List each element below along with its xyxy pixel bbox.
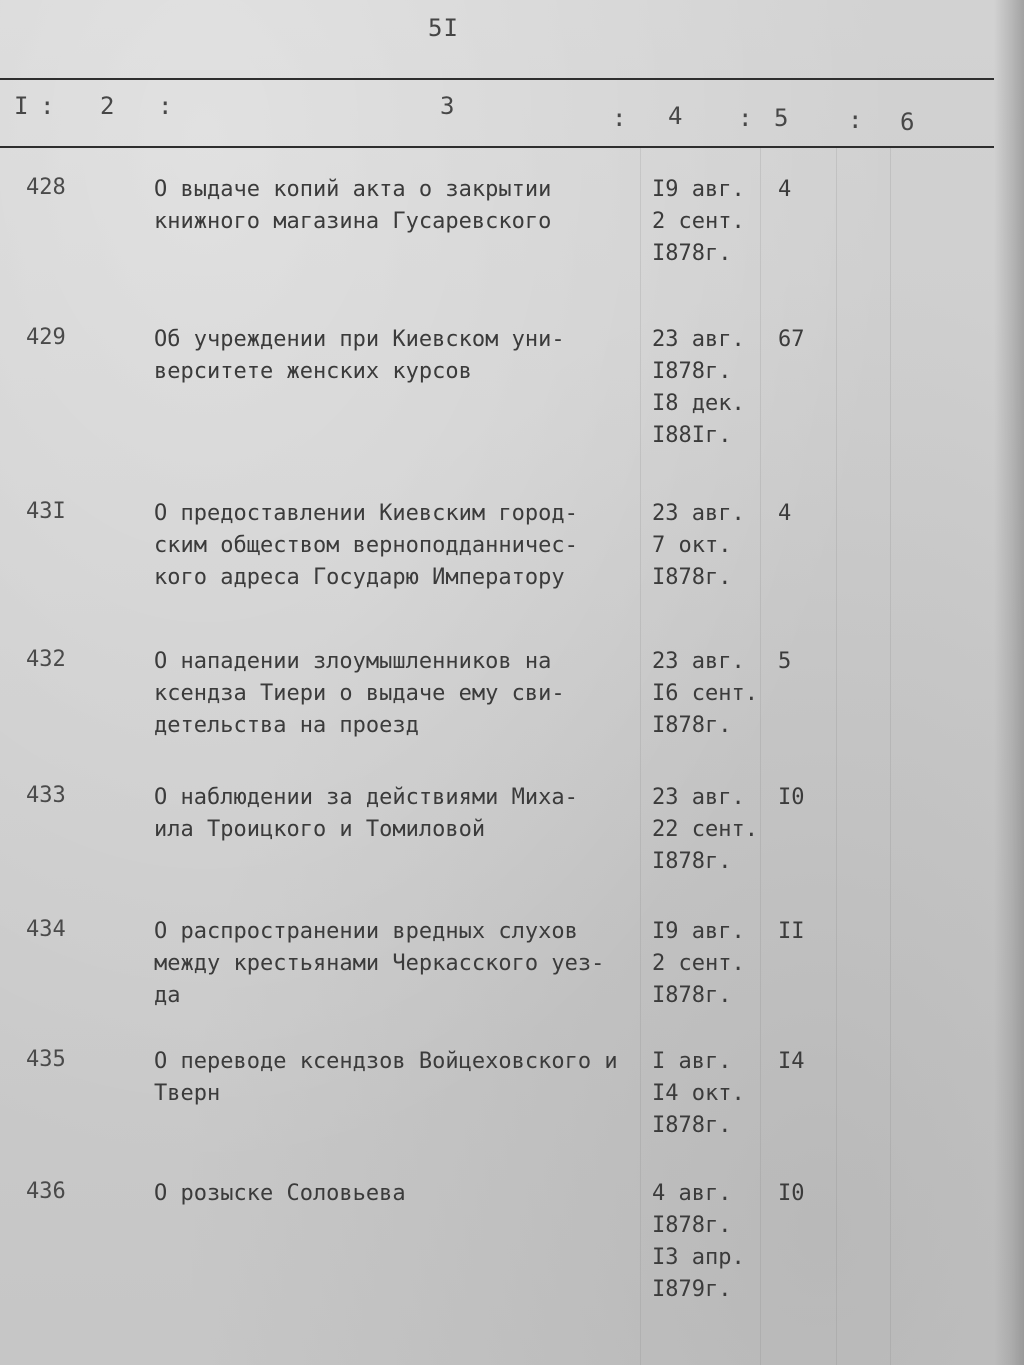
column-separator-5: : <box>848 106 863 134</box>
entry-number: 429 <box>26 325 66 350</box>
entry-date-line: 23 авг. <box>652 649 745 674</box>
entry-date-line: I878г. <box>652 713 732 738</box>
header-bottom-rule <box>0 146 994 148</box>
entry-title-line: О розыске Соловьева <box>154 1181 406 1206</box>
column-header-6: 6 <box>900 108 915 136</box>
entry-title-line: О выдаче копий акта о закрытии <box>154 177 552 202</box>
entry-sheet-count: I4 <box>778 1049 805 1074</box>
entry-date-line: I878г. <box>652 1113 732 1138</box>
column-header-1: I <box>14 92 29 120</box>
entry-title-line: между крестьянами Черкасского уез- <box>154 951 605 976</box>
column-header-3: 3 <box>440 92 455 120</box>
entry-date-line: I878г. <box>652 241 732 266</box>
entry-sheet-count: II <box>778 919 805 944</box>
column-separator-4: : <box>738 104 753 132</box>
entry-number: 432 <box>26 647 66 672</box>
entry-date-line: I878г. <box>652 1213 732 1238</box>
entry-sheet-count: 5 <box>778 649 792 674</box>
entry-date-line: 7 окт. <box>652 533 732 558</box>
entry-dates <box>652 1046 772 1142</box>
entry-date-line: I878г. <box>652 849 732 874</box>
entry-date-line: 4 авг. <box>652 1181 732 1206</box>
entry-date-line: I879г. <box>652 1277 732 1302</box>
entry-date-line: 23 авг. <box>652 327 745 352</box>
entry-sheet-count: 4 <box>778 501 792 526</box>
entry-number: 434 <box>26 917 66 942</box>
entry-date-line: I9 авг. <box>652 919 745 944</box>
column-header-row <box>0 92 994 136</box>
entry-dates <box>652 1178 772 1306</box>
entry-date-line: I878г. <box>652 565 732 590</box>
entry-date-line: I3 апр. <box>652 1245 745 1270</box>
column-header-4: 4 <box>668 102 683 130</box>
entry-sheet-count: 4 <box>778 177 792 202</box>
entry-title <box>154 916 644 1012</box>
page-number: 5I <box>428 14 459 42</box>
entry-date-line: I88Iг. <box>652 423 732 448</box>
entry-date-line: 23 авг. <box>652 785 745 810</box>
entry-title-line: О переводе ксендзов Войцеховского и <box>154 1049 618 1074</box>
column-header-2: 2 <box>100 92 115 120</box>
entry-title-line: О распространении вредных слухов <box>154 919 578 944</box>
entry-number: 436 <box>26 1179 66 1204</box>
entry-title-line: О нападении злоумышленников на <box>154 649 552 674</box>
entry-title <box>154 324 644 388</box>
entry-dates <box>652 498 772 594</box>
column-separator-1: : <box>40 92 55 120</box>
entry-sheet-count: 67 <box>778 327 805 352</box>
entry-title-line: О наблюдении за действиями Миха- <box>154 785 578 810</box>
entry-title-line: ксендза Тиери о выдаче ему сви- <box>154 681 565 706</box>
entry-title-line: детельства на проезд <box>154 713 419 738</box>
entry-date-line: I8 дек. <box>652 391 745 416</box>
entry-number: 428 <box>26 175 66 200</box>
entry-title <box>154 1178 644 1210</box>
entry-dates <box>652 324 772 452</box>
entry-dates <box>652 916 772 1012</box>
header-top-rule <box>0 78 994 80</box>
entry-number: 43I <box>26 499 66 524</box>
entry-date-line: I6 сент. <box>652 681 758 706</box>
entry-sheet-count: I0 <box>778 785 805 810</box>
entry-number: 435 <box>26 1047 66 1072</box>
entry-date-line: I878г. <box>652 983 732 1008</box>
entry-title-line: ила Троицкого и Томиловой <box>154 817 486 842</box>
entry-title-line: О предоставлении Киевским город- <box>154 501 578 526</box>
entry-date-line: 22 сент. <box>652 817 758 842</box>
entry-date-line: 2 сент. <box>652 951 745 976</box>
entry-dates <box>652 174 772 270</box>
entry-date-line: I878г. <box>652 359 732 384</box>
faint-column-line <box>890 148 891 1365</box>
entry-title-line: кого адреса Государю Императору <box>154 565 565 590</box>
entry-title-line: Тверн <box>154 1081 221 1106</box>
column-separator-3: : <box>612 104 627 132</box>
entry-date-line: I9 авг. <box>652 177 745 202</box>
entry-title <box>154 1046 644 1110</box>
entry-title-line: ским обществом верноподданничес- <box>154 533 578 558</box>
entry-sheet-count: I0 <box>778 1181 805 1206</box>
entry-title-line: книжного магазина Гусаревского <box>154 209 552 234</box>
entry-number: 433 <box>26 783 66 808</box>
entry-dates <box>652 782 772 878</box>
entry-date-line: I авг. <box>652 1049 732 1074</box>
entry-title <box>154 782 644 846</box>
entry-title <box>154 174 644 238</box>
entry-title-line: верситете женских курсов <box>154 359 472 384</box>
entry-date-line: I4 окт. <box>652 1081 745 1106</box>
column-separator-2: : <box>158 92 173 120</box>
entry-title <box>154 646 644 742</box>
page-edge-shadow <box>994 0 1024 1365</box>
column-header-5: 5 <box>774 104 789 132</box>
entry-title <box>154 498 644 594</box>
entry-title-line: да <box>154 983 181 1008</box>
entry-dates <box>652 646 772 742</box>
entry-date-line: 23 авг. <box>652 501 745 526</box>
entry-date-line: 2 сент. <box>652 209 745 234</box>
entry-title-line: Об учреждении при Киевском уни- <box>154 327 565 352</box>
